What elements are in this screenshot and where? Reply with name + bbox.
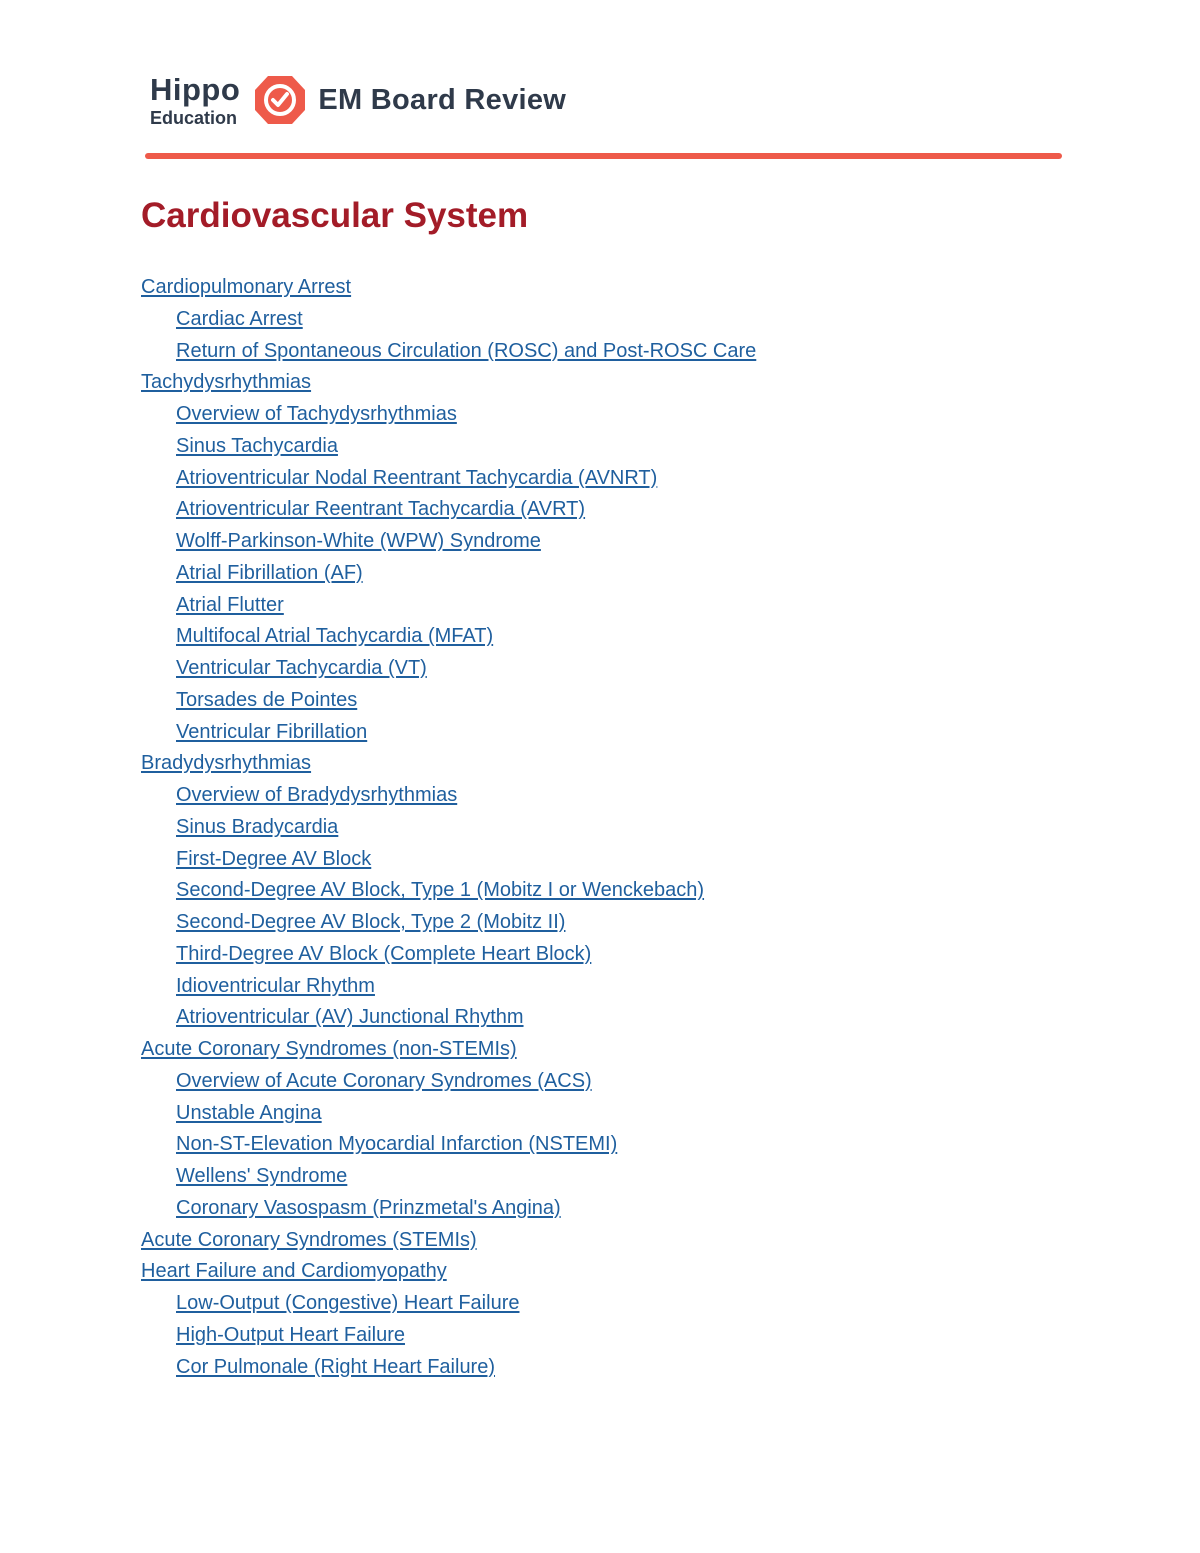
toc-item	[141, 558, 1091, 590]
toc-item	[141, 939, 1091, 971]
toc-item	[141, 1098, 1091, 1130]
toc-subsection-link[interactable]: Second-Degree AV Block, Type 2 (Mobitz II)	[176, 911, 566, 933]
toc-section-link[interactable]: Heart Failure and Cardiomyopathy	[141, 1260, 447, 1283]
toc-item	[141, 1225, 1091, 1257]
toc-item	[141, 1256, 1091, 1288]
toc-subsection-link[interactable]: Cardiac Arrest	[176, 307, 303, 330]
toc-subsection-link[interactable]: Sinus Tachycardia	[176, 434, 338, 457]
toc-item	[141, 431, 1091, 463]
toc-subsection-link[interactable]: High-Output Heart Failure	[176, 1323, 405, 1346]
brand-primary-text: Hippo	[150, 71, 241, 107]
toc-item	[141, 272, 1091, 304]
toc-item	[141, 399, 1091, 431]
toc-item	[141, 367, 1091, 399]
toc-item	[141, 1129, 1091, 1161]
toc-subsection-link[interactable]: Non-ST-Elevation Myocardial Infarction (NSTEMI)	[176, 1133, 618, 1156]
toc-subsection-link[interactable]: Atrioventricular Reentrant Tachycardia (AVRT)	[176, 498, 586, 521]
toc-item	[141, 494, 1091, 526]
table-of-contents	[141, 272, 1091, 1383]
toc-section-link[interactable]: Cardiopulmonary Arrest	[141, 276, 352, 298]
toc-item	[141, 717, 1091, 749]
toc-section-link[interactable]: Acute Coronary Syndromes (STEMIs)	[141, 1228, 477, 1251]
toc-subsection-link[interactable]: Atrioventricular (AV) Junctional Rhythm	[176, 1006, 524, 1029]
toc-subsection-link[interactable]: Overview of Bradydysrhythmias	[176, 784, 458, 806]
toc-subsection-link[interactable]: Overview of Tachydysrhythmias	[176, 403, 457, 425]
toc-item	[141, 336, 1091, 368]
header-divider	[145, 153, 1062, 159]
toc-subsection-link[interactable]: Second-Degree AV Block, Type 1 (Mobitz I or Wenckebach)	[176, 879, 705, 902]
toc-subsection-link[interactable]: Multifocal Atrial Tachycardia (MFAT)	[176, 625, 494, 648]
toc-item	[141, 653, 1091, 685]
product-title: EM Board Review	[318, 83, 567, 116]
toc-item	[141, 844, 1091, 876]
toc-item	[141, 590, 1091, 622]
toc-section-link[interactable]: Acute Coronary Syndromes (non-STEMIs)	[141, 1038, 517, 1060]
toc-section-link[interactable]: Tachydysrhythmias	[141, 371, 312, 394]
toc-subsection-link[interactable]: Atrial Fibrillation (AF)	[176, 561, 363, 584]
toc-subsection-link[interactable]: First-Degree AV Block	[176, 847, 372, 870]
toc-item	[141, 1002, 1091, 1034]
toc-item	[141, 1288, 1091, 1320]
check-badge-icon	[252, 72, 308, 128]
toc-subsection-link[interactable]: Atrial Flutter	[176, 593, 284, 616]
toc-subsection-link[interactable]: Low-Output (Congestive) Heart Failure	[176, 1292, 520, 1314]
toc-item	[141, 1034, 1091, 1066]
toc-subsection-link[interactable]: Ventricular Fibrillation	[176, 720, 368, 743]
toc-subsection-link[interactable]: Third-Degree AV Block (Complete Heart Block)	[176, 942, 592, 965]
toc-subsection-link[interactable]: Wellens' Syndrome	[176, 1165, 348, 1187]
toc-item	[141, 304, 1091, 336]
toc-section-link[interactable]: Bradydysrhythmias	[141, 752, 312, 775]
toc-item	[141, 463, 1091, 495]
brand-secondary-text: Education	[150, 107, 238, 128]
toc-subsection-link[interactable]: Cor Pulmonale (Right Heart Failure)	[176, 1355, 496, 1378]
toc-item	[141, 1066, 1091, 1098]
toc-subsection-link[interactable]: Return of Spontaneous Circulation (ROSC) and Post-ROSC Care	[176, 339, 757, 362]
toc-item	[141, 812, 1091, 844]
page-header	[150, 70, 566, 130]
toc-subsection-link[interactable]: Ventricular Tachycardia (VT)	[176, 657, 427, 679]
toc-item	[141, 685, 1091, 717]
toc-item	[141, 907, 1091, 939]
toc-subsection-link[interactable]: Torsades de Pointes	[176, 688, 358, 711]
toc-item	[141, 1320, 1091, 1352]
toc-subsection-link[interactable]: Atrioventricular Nodal Reentrant Tachycardia (AVNRT)	[176, 466, 658, 489]
toc-item	[141, 875, 1091, 907]
toc-item	[141, 1352, 1091, 1384]
toc-subsection-link[interactable]: Coronary Vasospasm (Prinzmetal's Angina)	[176, 1196, 561, 1219]
page-title: Cardiovascular System	[141, 196, 529, 235]
toc-item	[141, 780, 1091, 812]
brand-logo	[150, 71, 241, 128]
toc-item	[141, 621, 1091, 653]
toc-subsection-link[interactable]: Overview of Acute Coronary Syndromes (ACS)	[176, 1069, 592, 1092]
toc-item	[141, 526, 1091, 558]
toc-subsection-link[interactable]: Idioventricular Rhythm	[176, 974, 375, 997]
toc-subsection-link[interactable]: Sinus Bradycardia	[176, 815, 339, 838]
toc-subsection-link[interactable]: Wolff-Parkinson-White (WPW) Syndrome	[176, 530, 541, 552]
toc-item	[141, 748, 1091, 780]
toc-subsection-link[interactable]: Unstable Angina	[176, 1101, 322, 1124]
toc-item	[141, 1161, 1091, 1193]
toc-item	[141, 971, 1091, 1003]
toc-item	[141, 1193, 1091, 1225]
